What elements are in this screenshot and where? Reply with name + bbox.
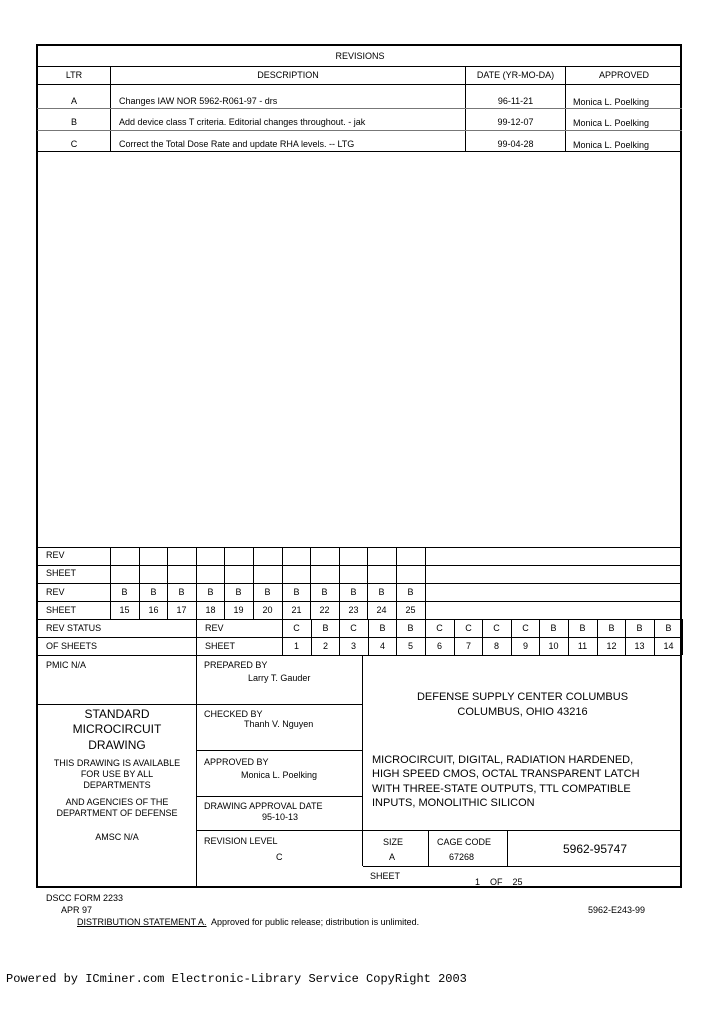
lower-sheet-cell: 13 bbox=[634, 641, 645, 651]
availability-line-2: FOR USE BY ALL bbox=[80, 769, 154, 779]
standard-line-1: STANDARD bbox=[84, 707, 150, 721]
lower-rev-cell: B bbox=[550, 623, 557, 633]
availability-line-1: THIS DRAWING IS AVAILABLE bbox=[53, 758, 181, 768]
approval-date: 95-10-13 bbox=[262, 812, 299, 822]
sheet-label: SHEET bbox=[205, 641, 236, 651]
lower-rev-cell: C bbox=[522, 623, 529, 633]
distribution-label: DISTRIBUTION STATEMENT A. bbox=[77, 917, 207, 927]
upper-rev-cell: B bbox=[235, 587, 242, 597]
title-line-4: INPUTS, MONOLITHIC SILICON bbox=[372, 797, 535, 809]
upper-rev-cell: B bbox=[264, 587, 271, 597]
lower-sheet-cell: 5 bbox=[407, 641, 413, 651]
row-date: 99-12-07 bbox=[497, 117, 534, 127]
grid-line bbox=[37, 565, 682, 566]
of-sheets-label: OF SHEETS bbox=[46, 641, 98, 651]
availability-line-4: AND AGENCIES OF THE bbox=[65, 797, 169, 807]
dscc-address: COLUMBUS, OHIO 43216 bbox=[457, 706, 588, 718]
sheet-value: 1 OF 25 bbox=[475, 877, 523, 887]
grid-line bbox=[196, 619, 197, 655]
row-description: Correct the Total Dose Rate and update RHA levels. -- LTG bbox=[119, 139, 355, 149]
upper-sheet-cell: 21 bbox=[291, 605, 302, 615]
upper-rev-cell: B bbox=[407, 587, 414, 597]
row-ltr: B bbox=[70, 117, 77, 127]
upper-rev-cell: B bbox=[293, 587, 300, 597]
upper-sheet-cell: 17 bbox=[176, 605, 187, 615]
approval-date-label: DRAWING APPROVAL DATE bbox=[204, 801, 323, 811]
grid-line bbox=[37, 601, 682, 602]
pmic-label: PMIC N/A bbox=[46, 660, 87, 670]
sheet-label: SHEET bbox=[46, 605, 77, 615]
row-ltr: C bbox=[70, 139, 78, 149]
form-date: APR 97 bbox=[61, 905, 93, 915]
amsc-label: AMSC N/A bbox=[95, 832, 139, 842]
drawing-number: 5962-95747 bbox=[562, 842, 628, 856]
approved-by-name: Monica L. Poelking bbox=[241, 770, 318, 780]
document-code: 5962-E243-99 bbox=[588, 905, 646, 915]
lower-sheet-cell: 9 bbox=[522, 641, 528, 651]
dscc-name: DEFENSE SUPPLY CENTER COLUMBUS bbox=[416, 691, 629, 703]
lower-sheet-cell: 10 bbox=[548, 641, 559, 651]
prepared-by-name: Larry T. Gauder bbox=[248, 673, 311, 683]
distribution-text: Approved for public release; distribution is unlimited. bbox=[206, 917, 420, 927]
lower-sheet-cell: 3 bbox=[350, 641, 356, 651]
upper-rev-cell: B bbox=[378, 587, 385, 597]
checked-by-name: Thanh V. Nguyen bbox=[244, 719, 314, 729]
sheet-label: SHEET bbox=[370, 871, 401, 881]
rev-label: REV bbox=[46, 550, 65, 560]
row-date: 99-04-28 bbox=[497, 139, 534, 149]
lower-rev-cell: B bbox=[608, 623, 615, 633]
upper-sheet-cell: 18 bbox=[205, 605, 216, 615]
sheet-label: SHEET bbox=[46, 568, 77, 578]
lower-sheet-cell: 11 bbox=[577, 641, 588, 651]
lower-sheet-cell: 2 bbox=[322, 641, 328, 651]
upper-sheet-cell: 24 bbox=[376, 605, 387, 615]
revision-level-label: REVISION LEVEL bbox=[204, 836, 278, 846]
header-description: DESCRIPTION bbox=[257, 70, 319, 80]
upper-rev-cell: B bbox=[321, 587, 328, 597]
lower-rev-cell: B bbox=[579, 623, 586, 633]
standard-line-3: DRAWING bbox=[88, 738, 146, 752]
row-date: 96-11-21 bbox=[497, 96, 534, 106]
lower-sheet-cell: 4 bbox=[379, 641, 385, 651]
upper-sheet-cell: 20 bbox=[262, 605, 273, 615]
upper-sheet-cell: 25 bbox=[405, 605, 416, 615]
upper-sheet-cell: 19 bbox=[233, 605, 244, 615]
rev-status-label: REV STATUS bbox=[46, 623, 102, 633]
lower-rev-cell: C bbox=[436, 623, 443, 633]
revisions-title: REVISIONS bbox=[335, 51, 385, 61]
footer-watermark: Powered by ICminer.com Electronic-Library Service CopyRight 2003 bbox=[6, 972, 467, 986]
revision-level: C bbox=[276, 852, 283, 862]
rev-label: REV bbox=[205, 623, 224, 633]
lower-sheet-cell: 14 bbox=[663, 641, 674, 651]
lower-sheet-cell: 12 bbox=[606, 641, 617, 651]
lower-sheet-cell: 1 bbox=[293, 641, 299, 651]
header-ltr: LTR bbox=[65, 70, 83, 80]
availability-line-5: DEPARTMENT OF DEFENSE bbox=[56, 808, 178, 818]
lower-rev-cell: B bbox=[379, 623, 386, 633]
checked-by-label: CHECKED BY bbox=[204, 709, 263, 719]
size-value: A bbox=[389, 852, 396, 862]
form-number: DSCC FORM 2233 bbox=[46, 893, 124, 903]
standard-line-2: MICROCIRCUIT bbox=[72, 722, 162, 736]
row-description: Add device class T criteria. Editorial changes throughout. - jak bbox=[119, 117, 366, 127]
lower-sheet-cell: 7 bbox=[465, 641, 471, 651]
cage-code-value: 67268 bbox=[449, 852, 475, 862]
size-label: SIZE bbox=[383, 837, 404, 847]
prepared-by-label: PREPARED BY bbox=[204, 660, 268, 670]
title-line-3: WITH THREE-STATE OUTPUTS, TTL COMPATIBLE bbox=[372, 783, 631, 795]
upper-rev-cell: B bbox=[121, 587, 128, 597]
row-approved: Monica L. Poelking bbox=[573, 118, 650, 128]
lower-rev-cell: C bbox=[293, 623, 300, 633]
grid-line bbox=[37, 637, 682, 638]
row-description: Changes IAW NOR 5962-R061-97 - drs bbox=[119, 96, 278, 106]
grid-line bbox=[37, 547, 682, 548]
header-approved: APPROVED bbox=[598, 70, 649, 80]
row-ltr: A bbox=[70, 96, 77, 106]
lower-rev-cell: C bbox=[493, 623, 500, 633]
lower-rev-cell: B bbox=[665, 623, 672, 633]
upper-rev-cell: B bbox=[150, 587, 157, 597]
grid-line bbox=[37, 619, 682, 620]
lower-rev-cell: C bbox=[350, 623, 357, 633]
upper-sheet-cell: 15 bbox=[119, 605, 130, 615]
approved-by-label: APPROVED BY bbox=[204, 757, 269, 767]
lower-sheet-cell: 8 bbox=[493, 641, 499, 651]
distribution-statement bbox=[77, 917, 419, 927]
grid-line bbox=[425, 547, 426, 619]
lower-rev-cell: B bbox=[322, 623, 329, 633]
cage-code-label: CAGE CODE bbox=[437, 837, 492, 847]
row-approved: Monica L. Poelking bbox=[573, 97, 650, 107]
header-date: DATE (YR-MO-DA) bbox=[476, 70, 555, 80]
upper-sheet-cell: 23 bbox=[348, 605, 359, 615]
title-line-2: HIGH SPEED CMOS, OCTAL TRANSPARENT LATCH bbox=[372, 768, 640, 780]
upper-rev-cell: B bbox=[178, 587, 185, 597]
upper-sheet-cell: 16 bbox=[148, 605, 159, 615]
rev-label: REV bbox=[46, 587, 65, 597]
grid-line bbox=[37, 583, 682, 584]
upper-rev-cell: B bbox=[350, 587, 357, 597]
availability-line-3: DEPARTMENTS bbox=[83, 780, 151, 790]
lower-rev-cell: B bbox=[636, 623, 643, 633]
upper-sheet-cell: 22 bbox=[319, 605, 330, 615]
lower-rev-cell: C bbox=[465, 623, 472, 633]
lower-rev-cell: B bbox=[407, 623, 414, 633]
upper-rev-cell: B bbox=[207, 587, 214, 597]
row-approved: Monica L. Poelking bbox=[573, 140, 650, 150]
title-line-1: MICROCIRCUIT, DIGITAL, RADIATION HARDENED, bbox=[372, 754, 634, 766]
lower-sheet-cell: 6 bbox=[436, 641, 442, 651]
